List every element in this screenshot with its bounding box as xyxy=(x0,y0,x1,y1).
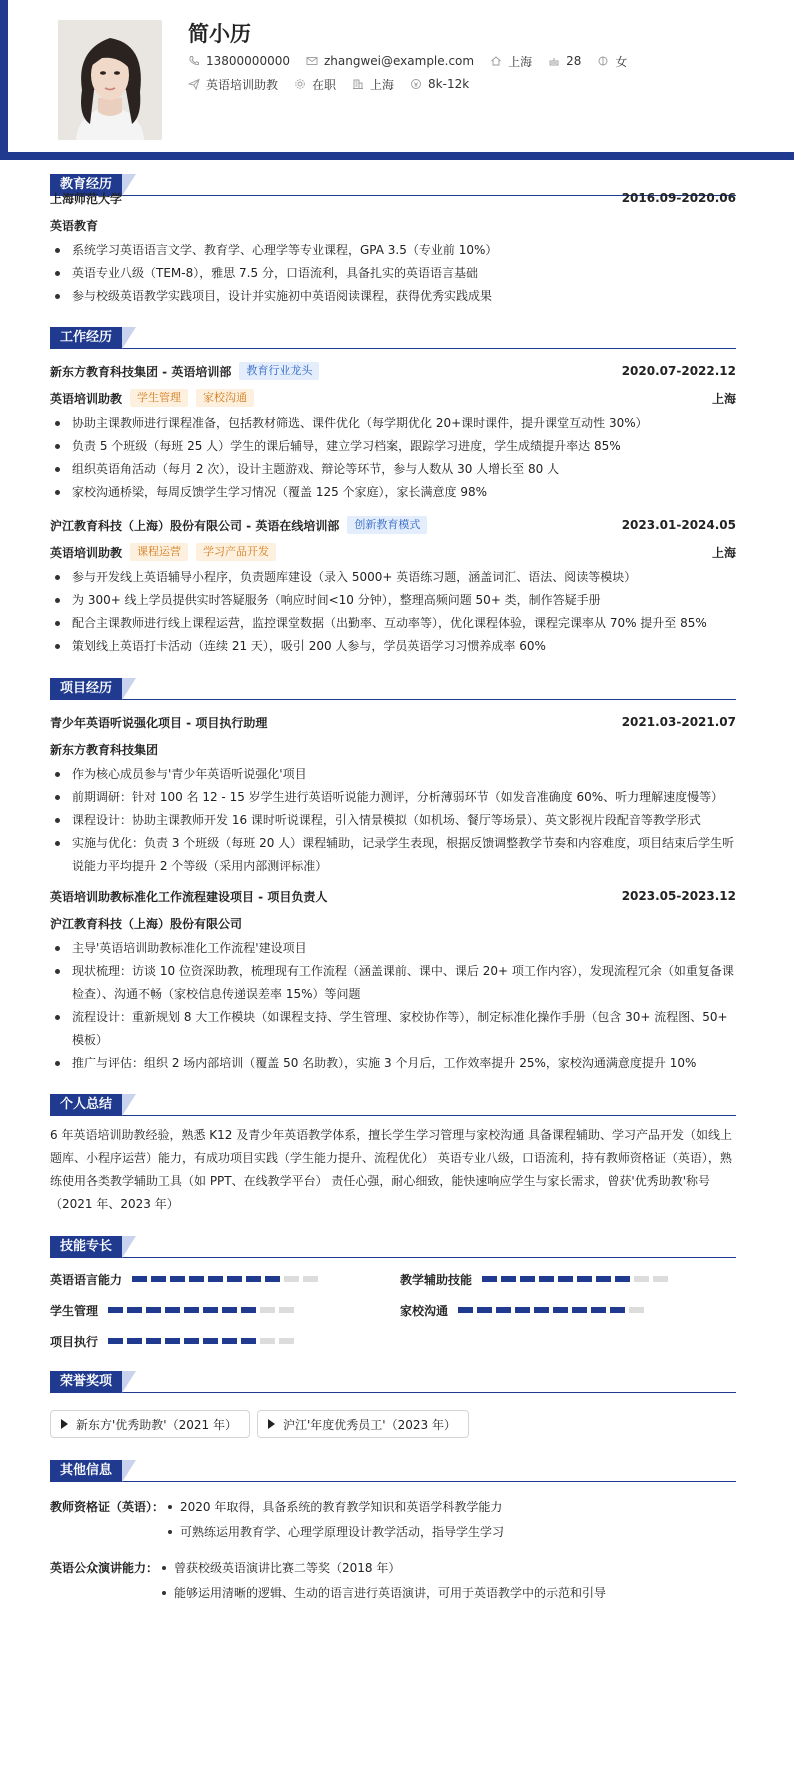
role-tag: 学生管理 xyxy=(130,389,188,407)
phone-icon xyxy=(188,55,200,67)
skill-bar-filled xyxy=(482,1276,497,1282)
email-icon xyxy=(306,55,318,67)
skill-level-bar xyxy=(458,1307,648,1313)
company-name: 沪江教育科技（上海）股份有限公司 - 英语在线培训部 xyxy=(50,518,340,533)
target-city-item xyxy=(352,76,394,93)
role-tag: 学习产品开发 xyxy=(196,543,276,561)
job-item: 负责 5 个班级（每班 25 人）学生的课后辅导，建立学习档案，跟踪学习进度，学生成绩提升率达 85% xyxy=(50,435,740,458)
job-period: 2023.01-2024.05 xyxy=(621,518,736,532)
city-text: 上海 xyxy=(508,54,533,69)
skill-bar-filled xyxy=(241,1307,256,1313)
skill-bar-filled xyxy=(222,1307,237,1313)
city-item xyxy=(490,53,532,70)
company-tag: 教育行业龙头 xyxy=(239,362,319,380)
skill-bar-filled xyxy=(246,1276,261,1282)
skill-level-bar xyxy=(108,1338,298,1344)
skill-bar-filled xyxy=(189,1276,204,1282)
job-item: 参与开发线上英语辅导小程序，负责题库建设（录入 5000+ 英语练习题，涵盖词汇、语法、阅读等模块） xyxy=(50,566,740,589)
skill-level-bar xyxy=(482,1276,672,1282)
email-item xyxy=(306,54,474,68)
skill-bar-filled xyxy=(610,1307,625,1313)
education-school-row xyxy=(50,189,736,207)
skill-bar-filled xyxy=(558,1276,573,1282)
job-role-row xyxy=(50,543,736,561)
summary-section-title: 个人总结 xyxy=(50,1094,122,1116)
company-name: 新东方教育科技集团 - 英语培训部 xyxy=(50,364,232,379)
job-company-row xyxy=(50,362,736,380)
job-item: 策划线上英语打卡活动（连续 21 天），吸引 200 人参与，学员英语学习习惯养成率 60% xyxy=(50,635,740,658)
role-tag: 家校沟通 xyxy=(196,389,254,407)
project-period: 2023.05-2023.12 xyxy=(621,889,736,903)
other-label: 教师资格证（英语）： xyxy=(50,1500,165,1514)
skill-bar-filled xyxy=(596,1276,611,1282)
age-text: 28 xyxy=(566,54,582,68)
project-org-row xyxy=(50,740,736,758)
skill-bar-filled xyxy=(227,1276,242,1282)
send-icon xyxy=(188,78,200,90)
project-name: 青少年英语听说强化项目 - 项目执行助理 xyxy=(50,715,268,730)
skill-bar-filled xyxy=(146,1338,161,1344)
project-row xyxy=(50,713,736,731)
skill-item xyxy=(50,1270,322,1288)
skill-bar-filled xyxy=(132,1276,147,1282)
role-tag: 课程运营 xyxy=(130,543,188,561)
education-item: 系统学习英语语言文学、教育学、心理学等专业课程，GPA 3.5（专业前 10%） xyxy=(50,239,740,262)
project-section-header xyxy=(50,678,736,700)
project-row xyxy=(50,887,736,905)
skill-bar-filled xyxy=(108,1338,123,1344)
work-section-title: 工作经历 xyxy=(50,327,122,349)
skill-item xyxy=(50,1301,298,1319)
skill-bar-filled xyxy=(165,1338,180,1344)
skill-bar-empty xyxy=(629,1307,644,1313)
home-icon xyxy=(490,55,502,67)
skill-level-bar xyxy=(108,1307,298,1313)
work-section-header xyxy=(50,327,736,349)
skill-bar-empty xyxy=(634,1276,649,1282)
status-text: 在职 xyxy=(312,77,337,92)
project-section-title: 项目经历 xyxy=(50,678,122,700)
project-org: 新东方教育科技集团 xyxy=(50,742,159,757)
awards-section-title: 荣誉奖项 xyxy=(50,1371,122,1393)
job-period: 2020.07-2022.12 xyxy=(621,364,736,378)
awards-list xyxy=(50,1410,740,1438)
skill-name: 项目执行 xyxy=(50,1334,99,1349)
skill-bar-filled xyxy=(591,1307,606,1313)
skill-bar-filled xyxy=(241,1338,256,1344)
awards-section-header xyxy=(50,1371,736,1393)
skills-section-title: 技能专长 xyxy=(50,1236,122,1258)
skill-bar-filled xyxy=(203,1338,218,1344)
education-major-row xyxy=(50,216,736,234)
skill-bar-filled xyxy=(577,1276,592,1282)
skill-name: 教学辅助技能 xyxy=(400,1272,473,1287)
other-label: 英语公众演讲能力： xyxy=(50,1561,159,1575)
skill-bar-filled xyxy=(165,1307,180,1313)
portrait-image xyxy=(58,20,162,140)
skill-bar-empty xyxy=(284,1276,299,1282)
job-item: 为 300+ 线上学员提供实时答疑服务（响应时间<10 分钟），整理高频问题 50+ 类，制作答疑手册 xyxy=(50,589,740,612)
skill-bar-filled xyxy=(458,1307,473,1313)
other-section-header xyxy=(50,1460,736,1482)
job-location: 上海 xyxy=(711,391,736,406)
skill-bar-filled xyxy=(553,1307,568,1313)
skill-bar-filled xyxy=(265,1276,280,1282)
gender-text: 女 xyxy=(615,54,628,69)
skill-bar-filled xyxy=(496,1307,511,1313)
job-item: 家校沟通桥梁，每周反馈学生学习情况（覆盖 125 个家庭），家长满意度 98% xyxy=(50,481,740,504)
skill-bar-filled xyxy=(203,1307,218,1313)
skill-bar-filled xyxy=(572,1307,587,1313)
project-item: 课程设计：协助主课教师开发 16 课时听说课程，引入情景模拟（如机场、餐厅等场景）、英文影视片段配音等教学形式 xyxy=(50,809,740,832)
job-role: 英语培训助教 xyxy=(50,545,123,560)
job-location: 上海 xyxy=(711,545,736,560)
phone-item xyxy=(188,54,290,68)
major-name: 英语教育 xyxy=(50,218,99,233)
skill-bar-filled xyxy=(146,1307,161,1313)
skill-bar-empty xyxy=(303,1276,318,1282)
skill-bar-empty xyxy=(260,1338,275,1344)
gender-icon xyxy=(597,55,609,67)
skill-bar-empty xyxy=(260,1307,275,1313)
job-role: 英语培训助教 xyxy=(50,391,123,406)
skill-bar-filled xyxy=(477,1307,492,1313)
other-section-title: 其他信息 xyxy=(50,1460,122,1482)
education-section-title: 教育经历 xyxy=(50,174,122,196)
skill-bar-empty xyxy=(653,1276,668,1282)
skill-bar-filled xyxy=(151,1276,166,1282)
contact-row xyxy=(188,53,643,69)
project-item: 作为核心成员参与'青少年英语听说强化'项目 xyxy=(50,763,740,786)
resume-header xyxy=(8,0,794,152)
gear-icon xyxy=(294,78,306,90)
project-item: 前期调研：针对 100 名 12 - 15 岁学生进行英语听说能力测评，分析薄弱环节（如发音准确度 60%、听力理解速度慢等） xyxy=(50,786,740,809)
skill-bar-empty xyxy=(279,1338,294,1344)
award-item xyxy=(257,1410,469,1438)
building-icon xyxy=(352,78,364,90)
skill-bar-filled xyxy=(184,1338,199,1344)
project-item: 现状梳理：访谈 10 位资深助教，梳理现有工作流程（涵盖课前、课中、课后 20+ 项工作内容），发现流程冗余（如重复备课检查）、沟通不畅（家校信息传递误差率 15%）等问题 xyxy=(50,960,740,1006)
skill-name: 家校沟通 xyxy=(400,1303,449,1318)
skills-section-header xyxy=(50,1236,736,1258)
job-intent-row xyxy=(188,76,485,92)
skill-bar-filled xyxy=(515,1307,530,1313)
play-icon xyxy=(268,1419,275,1429)
skill-bar-filled xyxy=(127,1338,142,1344)
skill-item xyxy=(400,1270,672,1288)
gender-item xyxy=(597,53,627,70)
summary-text: 6 年英语培训助教经验，熟悉 K12 及青少年英语教学体系，擅长学生学习管理与家校沟通 具备课程辅助、学习产品开发（如线上题库、小程序运营）能力，有成功项目实践（学生能力提升、流程优化） 英语专业八级，口语流利，持有教师资格证（英语），熟练使用各类教学辅助工具（如 PPT、在线教学平台） 责任心强，耐心细致，能快速响应学生与家长需求，曾获'优秀助教'称号（2021 年、2023 年） xyxy=(50,1128,733,1211)
skill-bar-filled xyxy=(539,1276,554,1282)
skill-bar-filled xyxy=(184,1307,199,1313)
summary-section-header xyxy=(50,1094,736,1116)
other-item: 可熟练运用教育学、心理学原理设计教学活动，指导学生学习 xyxy=(166,1523,504,1541)
skill-bar-empty xyxy=(279,1307,294,1313)
project-period: 2021.03-2021.07 xyxy=(621,715,736,729)
award-text: 沪江'年度优秀员工'（2023 年） xyxy=(283,1417,456,1432)
age-item xyxy=(548,54,581,68)
job-role-row xyxy=(50,389,736,407)
award-text: 新东方'优秀助教'（2021 年） xyxy=(76,1417,237,1432)
skill-bar-filled xyxy=(222,1338,237,1344)
salary-item xyxy=(410,77,469,91)
education-item: 参与校级英语教学实践项目，设计并实施初中英语阅读课程，获得优秀实践成果 xyxy=(50,285,740,308)
education-period: 2016.09-2020.06 xyxy=(621,191,736,205)
award-item xyxy=(50,1410,250,1438)
job-item: 配合主课教师进行线上课程运营，监控课堂数据（出勤率、互动率等），优化课程体验，课程完课率从 70% 提升至 85% xyxy=(50,612,740,635)
job-item: 协助主课教师进行课程准备，包括教材筛选、课件优化（每学期优化 20+课时课件，提升课堂互动性 30%） xyxy=(50,412,740,435)
skill-name: 学生管理 xyxy=(50,1303,99,1318)
skill-bar-filled xyxy=(520,1276,535,1282)
salary-icon xyxy=(410,78,422,90)
email-text: zhangwei@example.com xyxy=(323,54,475,68)
project-item: 主导'英语培训助教标准化工作流程'建设项目 xyxy=(50,937,740,960)
project-org: 沪江教育科技（上海）股份有限公司 xyxy=(50,916,243,931)
project-name: 英语培训助教标准化工作流程建设项目 - 项目负责人 xyxy=(50,889,328,904)
other-item: 曾获校级英语演讲比赛二等奖（2018 年） xyxy=(160,1559,400,1577)
position-text: 英语培训助教 xyxy=(206,77,279,92)
position-item xyxy=(188,76,278,93)
skill-bar-filled xyxy=(501,1276,516,1282)
skill-bar-filled xyxy=(534,1307,549,1313)
other-item: 2020 年取得，具备系统的教育教学知识和英语学科教学能力 xyxy=(166,1498,502,1516)
project-item: 流程设计：重新规划 8 大工作模块（如课程支持、学生管理、家校协作等），制定标准化操作手册（包含 30+ 流程图、50+ 模板） xyxy=(50,1006,740,1052)
status-item xyxy=(294,76,336,93)
cake-icon xyxy=(548,55,560,67)
project-item: 推广与评估：组织 2 场内部培训（覆盖 50 名助教），实施 3 个月后，工作效率提升 25%，家校沟通满意度提升 10% xyxy=(50,1052,740,1075)
skill-level-bar xyxy=(132,1276,322,1282)
skill-name: 英语语言能力 xyxy=(50,1272,123,1287)
school-name: 上海师范大学 xyxy=(50,191,123,206)
other-item: 能够运用清晰的逻辑、生动的语言进行英语演讲，可用于英语教学中的示范和引导 xyxy=(160,1584,606,1602)
skill-item xyxy=(50,1332,298,1350)
skill-bar-filled xyxy=(615,1276,630,1282)
skill-bar-filled xyxy=(108,1307,123,1313)
skill-bar-filled xyxy=(127,1307,142,1313)
candidate-name: 简小历 xyxy=(188,22,251,46)
skill-item xyxy=(400,1301,648,1319)
play-icon xyxy=(61,1419,68,1429)
education-item: 英语专业八级（TEM-8），雅思 7.5 分，口语流利，具备扎实的英语语言基础 xyxy=(50,262,740,285)
target-city-text: 上海 xyxy=(370,77,395,92)
project-item: 实施与优化：负责 3 个班级（每班 20 人）课程辅助，记录学生表现，根据反馈调整教学节奏和内容难度，项目结束后学生听说能力平均提升 2 个等级（采用内部测评标准） xyxy=(50,832,740,878)
salary-text: 8k-12k xyxy=(428,77,470,91)
job-item: 组织英语角活动（每月 2 次），设计主题游戏、辩论等环节，参与人数从 30 人增长至 80 人 xyxy=(50,458,740,481)
company-tag: 创新教育模式 xyxy=(347,516,427,534)
resume-body xyxy=(0,160,794,1791)
skill-bar-filled xyxy=(208,1276,223,1282)
phone-text: 13800000000 xyxy=(206,54,290,68)
project-org-row xyxy=(50,914,736,932)
skill-bar-filled xyxy=(170,1276,185,1282)
job-company-row xyxy=(50,516,736,534)
avatar xyxy=(58,20,162,140)
